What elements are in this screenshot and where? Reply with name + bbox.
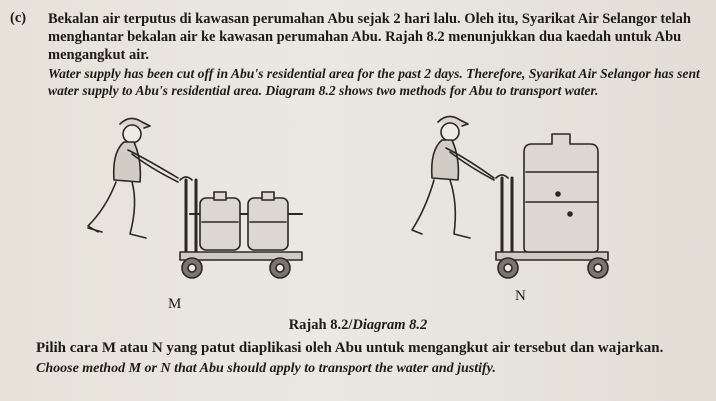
- method-n-label: N: [515, 288, 526, 304]
- instruction-english: Choose method M or N that Abu should apply to transport the water and justify.: [36, 361, 496, 376]
- method-m-illustration: [80, 112, 310, 282]
- instruction-malay: Pilih cara M atau N yang patut diaplikasi oleh Abu untuk mengangkut air tersebut dan wajarkan.: [36, 340, 664, 356]
- caption-malay: Rajah 8.2/: [288, 317, 353, 333]
- question-label: (c): [10, 10, 27, 26]
- question-text-english: Water supply has been cut off in Abu's residential area for the past 2 days. Therefore, Syarikat Air Selangor has sent water supply to Abu's residential area. Diagram 8.2 shows two methods for Abu to transport water.: [48, 66, 700, 98]
- question-text-malay: Bekalan air terputus di kawasan perumahan Abu sejak 2 hari lalu. Oleh itu, Syarikat Air Selangor telah menghantar bekalan air ke kawasan perumahan Abu. Rajah 8.2 menunjukkan dua kaedah untuk Abu mengangkut air.: [48, 11, 691, 63]
- caption-english: Diagram 8.2: [352, 317, 428, 333]
- diagram-caption: [0, 317, 716, 334]
- method-n-illustration: [408, 112, 618, 282]
- method-m-label: M: [168, 296, 182, 312]
